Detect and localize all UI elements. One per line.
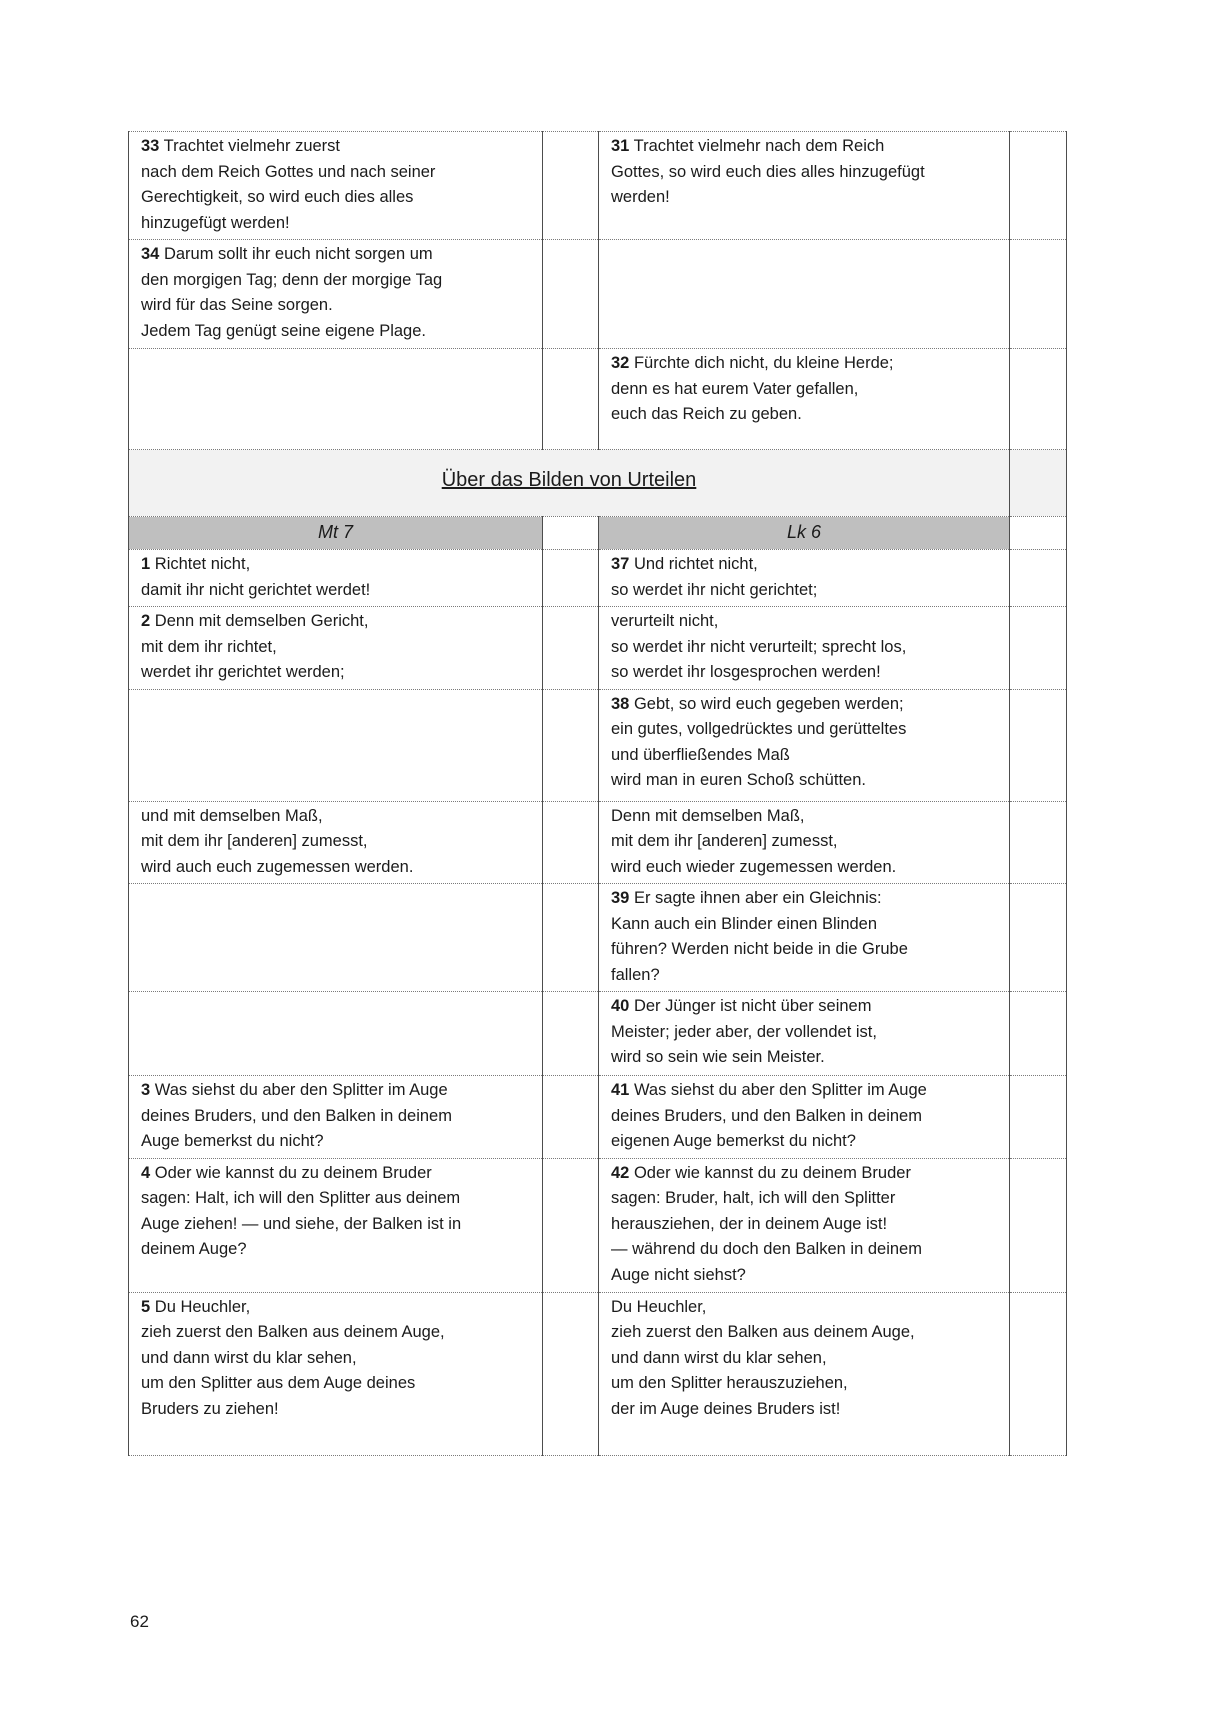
verse-number: 31 bbox=[611, 137, 630, 155]
margin-cell bbox=[1010, 550, 1067, 607]
table-row bbox=[129, 1292, 1067, 1455]
verse-text: Denn mit demselben Gericht, mit dem ihr richtet, werdet ihr gerichtet werden; bbox=[141, 612, 369, 681]
spacer-cell bbox=[543, 550, 599, 607]
margin-cell bbox=[1010, 1292, 1067, 1455]
table-row bbox=[129, 1158, 1067, 1292]
empty-cell bbox=[129, 992, 543, 1076]
verse-text: Er sagte ihnen aber ein Gleichnis: Kann auch ein Blinder einen Blinden führen? Werden nicht beide in die Grube fallen? bbox=[611, 889, 908, 984]
verse-cell-mt-mass bbox=[129, 801, 543, 884]
verse-cell-lk-32 bbox=[599, 349, 1010, 450]
verse-cell-lk-39 bbox=[599, 884, 1010, 992]
verse-text: Du Heuchler, zieh zuerst den Balken aus deinem Auge, und dann wirst du klar sehen, um den Splitter herauszuziehen, der im Auge deines Bruders ist! bbox=[611, 1297, 915, 1418]
table-row bbox=[129, 992, 1067, 1076]
table-row bbox=[129, 1076, 1067, 1159]
spacer-cell bbox=[543, 1076, 599, 1159]
margin-cell bbox=[1010, 349, 1067, 450]
verse-text: Oder wie kannst du zu deinem Bruder sagen: Halt, ich will den Splitter aus deinem Auge ziehen! — und siehe, der Balken ist in deinem Auge? bbox=[141, 1163, 462, 1258]
table-row bbox=[129, 349, 1067, 450]
spacer-cell bbox=[543, 1158, 599, 1292]
verse-text: Gebt, so wird euch gegeben werden; ein gutes, vollgedrücktes und gerütteltes und überfließendes Maß wird man in euren Schoß schütten. bbox=[611, 694, 907, 789]
verse-text: Und richtet nicht, so werdet ihr nicht gerichtet; bbox=[611, 555, 818, 599]
verse-text: Trachtet vielmehr zuerst nach dem Reich Gottes und nach seiner Gerechtigkeit, so wird euch dies alles hinzugefügt werden! bbox=[141, 137, 436, 232]
table-row bbox=[129, 132, 1067, 240]
verse-number: 42 bbox=[611, 1163, 630, 1182]
verse-cell-lk-42b bbox=[599, 1292, 1010, 1455]
spacer-cell bbox=[543, 1292, 599, 1455]
verse-cell-mt-34 bbox=[129, 240, 543, 349]
verse-text: Trachtet vielmehr nach dem Reich Gottes, so wird euch dies alles hinzugefügt werden! bbox=[611, 137, 925, 206]
margin-cell bbox=[1010, 884, 1067, 992]
section-title-row bbox=[129, 450, 1067, 517]
table-row bbox=[129, 801, 1067, 884]
verse-text: Der Jünger ist nicht über seinem Meister; jeder aber, der vollendet ist, wird so sein wie sein Meister. bbox=[611, 997, 877, 1066]
verse-cell-lk-42 bbox=[599, 1158, 1010, 1292]
verse-text: Oder wie kannst du zu deinem Bruder sagen: Bruder, halt, ich will den Splitter herausziehen, der in deinem Auge ist! — während du doch den Balken in deinem Auge nicht siehst? bbox=[611, 1163, 922, 1284]
synopsis-table bbox=[128, 131, 1067, 1456]
margin-cell bbox=[1010, 607, 1067, 690]
margin-cell bbox=[1010, 240, 1067, 349]
verse-text: Was siehst du aber den Splitter im Auge deines Bruders, und den Balken in deinem eigenen Auge bemerkst du nicht? bbox=[611, 1081, 927, 1150]
margin-cell bbox=[1010, 1158, 1067, 1292]
table-row bbox=[129, 240, 1067, 349]
margin-cell bbox=[1010, 132, 1067, 240]
empty-cell bbox=[129, 689, 543, 801]
verse-text: Darum sollt ihr euch nicht sorgen um den morgigen Tag; denn der morgige Tag wird für das Seine sorgen. Jedem Tag genügt seine eigene Plage. bbox=[141, 245, 443, 340]
verse-cell-mt-3 bbox=[129, 1076, 543, 1159]
empty-cell bbox=[599, 240, 1010, 349]
margin-cell bbox=[1010, 801, 1067, 884]
verse-cell-mt-4 bbox=[129, 1158, 543, 1292]
verse-number: 4 bbox=[141, 1163, 151, 1182]
verse-cell-mt-33 bbox=[129, 132, 543, 240]
page-number: 62 bbox=[130, 1612, 149, 1631]
spacer-cell bbox=[543, 992, 599, 1076]
verse-number: 37 bbox=[611, 555, 630, 573]
verse-text: Fürchte dich nicht, du kleine Herde; denn es hat eurem Vater gefallen, euch das Reich zu geben. bbox=[611, 354, 894, 423]
verse-cell-lk-37 bbox=[599, 550, 1010, 607]
verse-text: Denn mit demselben Maß, mit dem ihr [anderen] zumesst, wird euch wieder zugemessen werden. bbox=[611, 806, 897, 876]
verse-number: 40 bbox=[611, 997, 630, 1015]
table-row bbox=[129, 607, 1067, 690]
column-header-row bbox=[129, 517, 1067, 550]
verse-cell-mt-2 bbox=[129, 607, 543, 690]
verse-number: 38 bbox=[611, 694, 630, 713]
section-title-cell bbox=[129, 450, 1010, 517]
margin-cell bbox=[1010, 517, 1067, 550]
verse-number: 2 bbox=[141, 612, 151, 630]
verse-cell-lk-37b bbox=[599, 607, 1010, 690]
verse-number: 41 bbox=[611, 1081, 630, 1099]
spacer-cell bbox=[543, 240, 599, 349]
section-title: Über das Bilden von Urteilen bbox=[441, 469, 697, 492]
verse-number: 3 bbox=[141, 1081, 151, 1099]
margin-cell bbox=[1010, 1076, 1067, 1159]
spacer-cell bbox=[543, 132, 599, 240]
table-row bbox=[129, 689, 1067, 801]
empty-cell bbox=[129, 884, 543, 992]
verse-cell-lk-mass bbox=[599, 801, 1010, 884]
empty-cell bbox=[129, 349, 543, 450]
spacer-cell bbox=[543, 517, 599, 550]
verse-cell-lk-31 bbox=[599, 132, 1010, 240]
margin-cell bbox=[1010, 450, 1067, 517]
table-row bbox=[129, 884, 1067, 992]
verse-cell-lk-41 bbox=[599, 1076, 1010, 1159]
spacer-cell bbox=[543, 884, 599, 992]
verse-number: 32 bbox=[611, 354, 630, 372]
column-header-lk: Lk 6 bbox=[599, 517, 1010, 550]
verse-number: 33 bbox=[141, 137, 160, 155]
spacer-cell bbox=[543, 801, 599, 884]
verse-number: 5 bbox=[141, 1297, 151, 1316]
spacer-cell bbox=[543, 607, 599, 690]
verse-cell-lk-38 bbox=[599, 689, 1010, 801]
verse-cell-mt-5 bbox=[129, 1292, 543, 1455]
verse-text: verurteilt nicht, so werdet ihr nicht verurteilt; sprecht los, so werdet ihr losgesprochen werden! bbox=[611, 612, 907, 681]
spacer-cell bbox=[543, 349, 599, 450]
verse-cell-mt-1 bbox=[129, 550, 543, 607]
verse-number: 34 bbox=[141, 245, 160, 263]
margin-cell bbox=[1010, 992, 1067, 1076]
verse-cell-lk-40 bbox=[599, 992, 1010, 1076]
verse-text: Was siehst du aber den Splitter im Auge deines Bruders, und den Balken in deinem Auge bemerkst du nicht? bbox=[141, 1081, 452, 1150]
margin-cell bbox=[1010, 689, 1067, 801]
verse-text: Richtet nicht, damit ihr nicht gerichtet werdet! bbox=[141, 555, 371, 599]
verse-text: und mit demselben Maß, mit dem ihr [anderen] zumesst, wird auch euch zugemessen werden. bbox=[141, 806, 414, 876]
verse-number: 39 bbox=[611, 889, 630, 907]
verse-text: Du Heuchler, zieh zuerst den Balken aus deinem Auge, und dann wirst du klar sehen, um den Splitter aus dem Auge deines Bruders zu ziehen! bbox=[141, 1297, 445, 1418]
table-row bbox=[129, 550, 1067, 607]
column-header-mt: Mt 7 bbox=[129, 517, 543, 550]
spacer-cell bbox=[543, 689, 599, 801]
verse-number: 1 bbox=[141, 555, 151, 573]
